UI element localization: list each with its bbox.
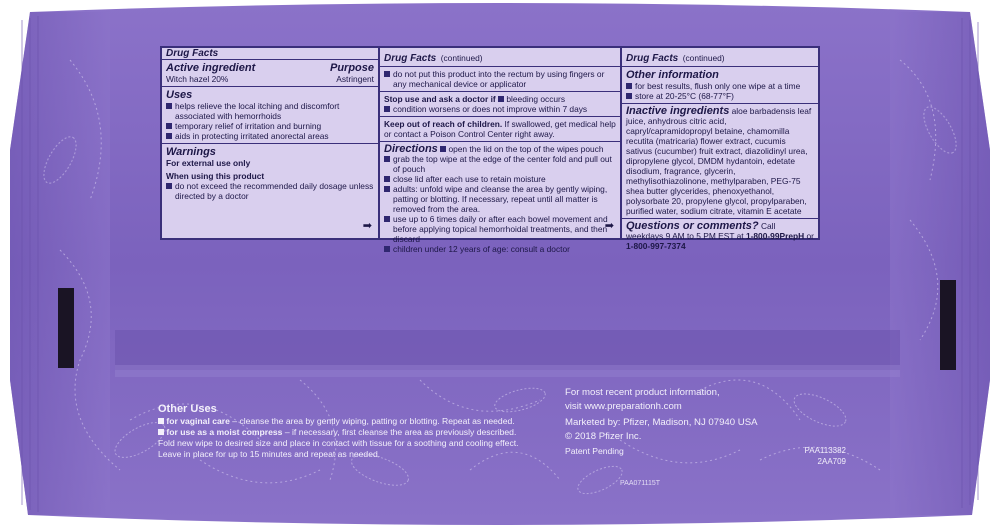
panel-header: Drug Facts [626,53,679,64]
active-ingredient-title: Active ingredient [166,62,256,74]
list-item: aids in protecting irritated anorectal areas [166,131,374,141]
stop-use-section: Stop use and ask a doctor if bleeding occurs condition worsens or does not improve within 7 days [380,91,620,116]
warnings-title: Warnings [166,146,216,158]
uses-title: Uses [166,89,193,101]
right-hang-slot [940,280,956,370]
warnings-continued [380,66,620,91]
list-item: helps relieve the local itching and discomfort associated with hemorrhoids [166,101,374,121]
directions-title: Directions [384,143,438,155]
list-item: for best results, flush only one wipe at a time [626,81,814,91]
uses-section [162,86,378,143]
list-item: temporary relief of irritation and burning [166,121,374,131]
other-uses-block: Other Uses for vaginal care – cleanse the area by gently wiping, patting or blotting. Repeat as needed. for use as a moist compress – if necessary, first cleanse the area as previously described. Fold new wipe to desired size and place in contact with tissue for a soothing and cooling effect. Leave in place for up to 15 minutes and repeat as needed. [158,402,568,460]
inactive-section: Inactive ingredients aloe barbadensis leaf juice, anhydrous citric acid, capryl/capramidopropyl betaine, chamomilla recutita (matricaria) flower extract, cucumis sativus (cucumber) fruit extract, diazolidinyl urea, dipropylene glycol, DMDM hydantoin, edetate disodium, fragrance, glycerin, methylisothiazolinone, methylparaben, PEG-75 shea butter glycerides, phenoxyethanol, polysorbate 20, propylene glycol, propylparaben, purified water, sodium citrate, vitamin E acetate [622,103,818,218]
list-item: condition worsens or does not improve within 7 days [384,104,616,114]
company-info: For most recent product information, visit www.preparationh.com Marketed by: Pfizer, Madison, NJ 07940 USA © 2018 Pfizer Inc. Patent Pending [565,387,758,456]
purpose-value: Astringent [336,74,374,84]
drug-facts-panel-1 [160,46,380,240]
when-using-title: When using this product [166,171,265,181]
drug-facts-panel-3: Drug Facts (continued) Other information for best results, flush only one wipe at a time store at 20-25°C (68-77°F) Inactive ingredients aloe barbadensis leaf juice, anhydrous citric acid, capryl/capramidopropyl betaine, chamomilla recutita (matricaria) flower extract, cucumis sativus (cucumber) fruit extract, diazolidinyl urea, dipropylene glycol, DMDM hydantoin, edetate disodium, fragrance, glycerin, methylisothiazolinone, methylparaben, PEG-75 shea butter glycerides, phenoxyethanol, polysorbate 20, propylene glycol, propylparaben, purified water, sodium citrate, vitamin E acetate Questions or comments? Call weekdays 9 AM to 5 PM EST at 1-800-99PrepH or 1-800-997-7374 [620,46,820,240]
list-item: adults: unfold wipe and cleanse the area by gently wiping, patting or blotting. If necessary, repeat until all matter is removed from the area. [384,184,616,214]
list-item: do not exceed the recommended daily dosage unless directed by a doctor [166,181,374,201]
list-item: use up to 6 times daily or after each bowel movement and before applying topical hemorrhoidal treatments, and then discard [384,214,616,244]
questions-section: Questions or comments? Call weekdays 9 AM to 5 PM EST at 1-800-99PrepH or 1-800-997-7374 [622,218,818,253]
continue-arrow-icon: ➡ [362,220,372,232]
purpose-title: Purpose [329,62,374,74]
list-item: children under 12 years of age: consult a doctor [384,244,616,254]
product-codes: PAA113382 2AA709 [804,446,846,466]
continue-arrow-icon: ➡ [604,220,614,232]
list-item: grab the top wipe at the edge of the center fold and pull out of pouch [384,154,616,174]
warnings-section [162,143,378,203]
bottom-code: PAA071115T [620,480,661,487]
panel-header: Drug Facts [166,48,219,59]
list-item: close lid after each use to retain moisture [384,174,616,184]
other-info-section [622,66,818,103]
list-item: do not put this product into the rectum by using fingers or any mechanical device or applicator [384,69,616,89]
keep-out-section: Keep out of reach of children. If swallowed, get medical help or contact a Poison Control Center right away. [380,116,620,141]
stop-use-title: Stop use and ask a doctor if [384,94,496,104]
drug-facts-panel-2: Drug Facts (continued) do not put this product into the rectum by using fingers or any mechanical device or applicator Stop use and ask a doctor if bleeding occurs condition worsens or does not improve within 7 days Keep out of reach of children. If swallowed, get medical help or contact a Poison Control Center right away. Directions open the lid on the top of the wipes pouch grab the top wipe at the edge of the center fold and pull out of pouch close lid after each use to retain moisture adults: unfold wipe and cleanse the area by gently wiping, patting or blotting. If necessary, repeat until all matter is removed from the area. use up to 6 times daily or after each bowel movement and before applying topical hemorrhoidal treatments, and then discard children under 12 years of age: consult a doctor ➡ [378,46,622,240]
panel-header: Drug Facts [384,53,437,64]
inactive-title: Inactive ingredients [626,105,730,117]
questions-title: Questions or comments? [626,220,759,232]
active-ingredient-section [162,59,378,86]
directions-section: Directions open the lid on the top of the wipes pouch grab the top wipe at the edge of the center fold and pull out of pouch close lid after each use to retain moisture adults: unfold wipe and cleanse the area by gently wiping, patting or blotting. If necessary, repeat until all matter is removed from the area. use up to 6 times daily or after each bowel movement and before applying topical hemorrhoidal treatments, and then discard children under 12 years of age: consult a doctor [380,141,620,256]
external-use: For external use only [166,158,251,168]
active-ingredient: Witch hazel 20% [166,74,229,84]
left-hang-slot [58,288,74,368]
other-info-title: Other information [626,69,719,81]
list-item: store at 20-25°C (68-77°F) [626,91,814,101]
other-uses-title: Other Uses [158,403,217,415]
